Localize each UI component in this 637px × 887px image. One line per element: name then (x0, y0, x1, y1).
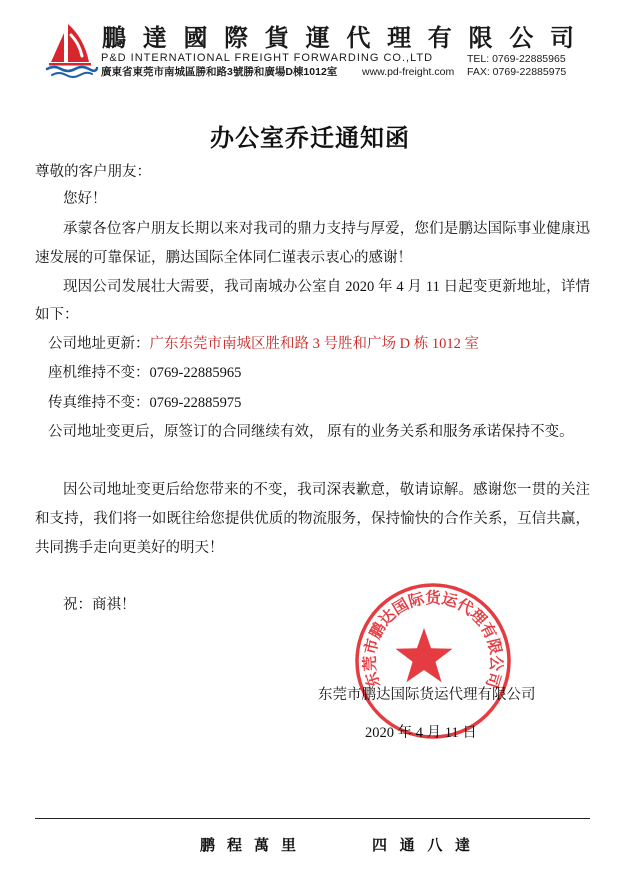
seal-text-path: 东莞市鹏达国际货运代理有限公司 (360, 589, 506, 691)
footer-motto-right: 四 通 八 達 (372, 836, 470, 854)
logo-small-sail (51, 33, 64, 62)
new-address-label: 公司地址更新： (48, 336, 150, 352)
salutation: 您好！ (63, 191, 107, 207)
company-name-en: P&D INTERNATIONAL FREIGHT FORWARDING CO.,LTD (101, 52, 434, 64)
signature-date: 2020 年 4 月 11 日 (365, 725, 477, 741)
company-name-zh: 鵬 達 國 際 貨 運 代 理 有 限 公 司 (102, 24, 574, 52)
letterhead-address: 廣東省東莞市南城區勝和路3號勝和廣場D棟1012室 (101, 66, 338, 78)
intro-line-2: 速发展的可靠保证，鹏达国际全体同仁谨表示衷心的感谢！ (35, 250, 412, 266)
signature-company: 东莞市鹏达国际货运代理有限公司 (318, 687, 536, 703)
footer-motto-left: 鹏 程 萬 里 (200, 836, 296, 854)
document-title: 办公室乔迁通知函 (210, 126, 410, 152)
star-icon (396, 628, 453, 682)
fax-line: 传真维持不变：0769-22885975 (48, 395, 242, 411)
apology-line-3: 共同携手走向更美好的明天！ (35, 540, 224, 556)
company-seal (352, 580, 514, 742)
letterhead-website: www.pd-freight.com (362, 66, 455, 78)
relocation-line-2: 如下： (35, 307, 79, 323)
company-logo-icon (44, 20, 100, 78)
new-address-line (48, 334, 479, 354)
new-address-value: 广东东莞市南城区胜和路 3 号胜和广场 D 栋 1012 室 (149, 336, 479, 352)
greeting: 尊敬的客户朋友： (35, 164, 151, 180)
apology-line-1: 因公司地址变更后给您带来的不变，我司深表歉意，敬请谅解。感谢您一贯的关注 (63, 482, 590, 498)
phone-line: 座机维持不变：0769-22885965 (48, 365, 242, 381)
intro-line-1: 承蒙各位客户朋友长期以来对我司的鼎力支持与厚爱，您们是鹏达国际事业健康迅 (63, 221, 590, 237)
apology-line-2: 和支持，我们将一如既往给您提供优质的物流服务，保持愉快的合作关系，互信共赢， (35, 511, 590, 527)
logo-wave-upper (47, 67, 97, 71)
relocation-line-1: 现因公司发展壮大需要，我司南城办公室自 2020 年 4 月 11 日起变更新地址，详情 (63, 279, 590, 295)
letterhead-fax: FAX: 0769-22885975 (467, 66, 567, 78)
contract-note: 公司地址变更后，原签订的合同继续有效， 原有的业务关系和服务承诺保持不变。 (48, 424, 574, 440)
letterhead-tel: TEL: 0769-22885965 (467, 53, 566, 65)
footer-divider (35, 818, 590, 819)
closing-wishes: 祝：商祺！ (63, 597, 136, 613)
logo-hull (49, 63, 91, 66)
logo-wave-lower (52, 73, 92, 77)
